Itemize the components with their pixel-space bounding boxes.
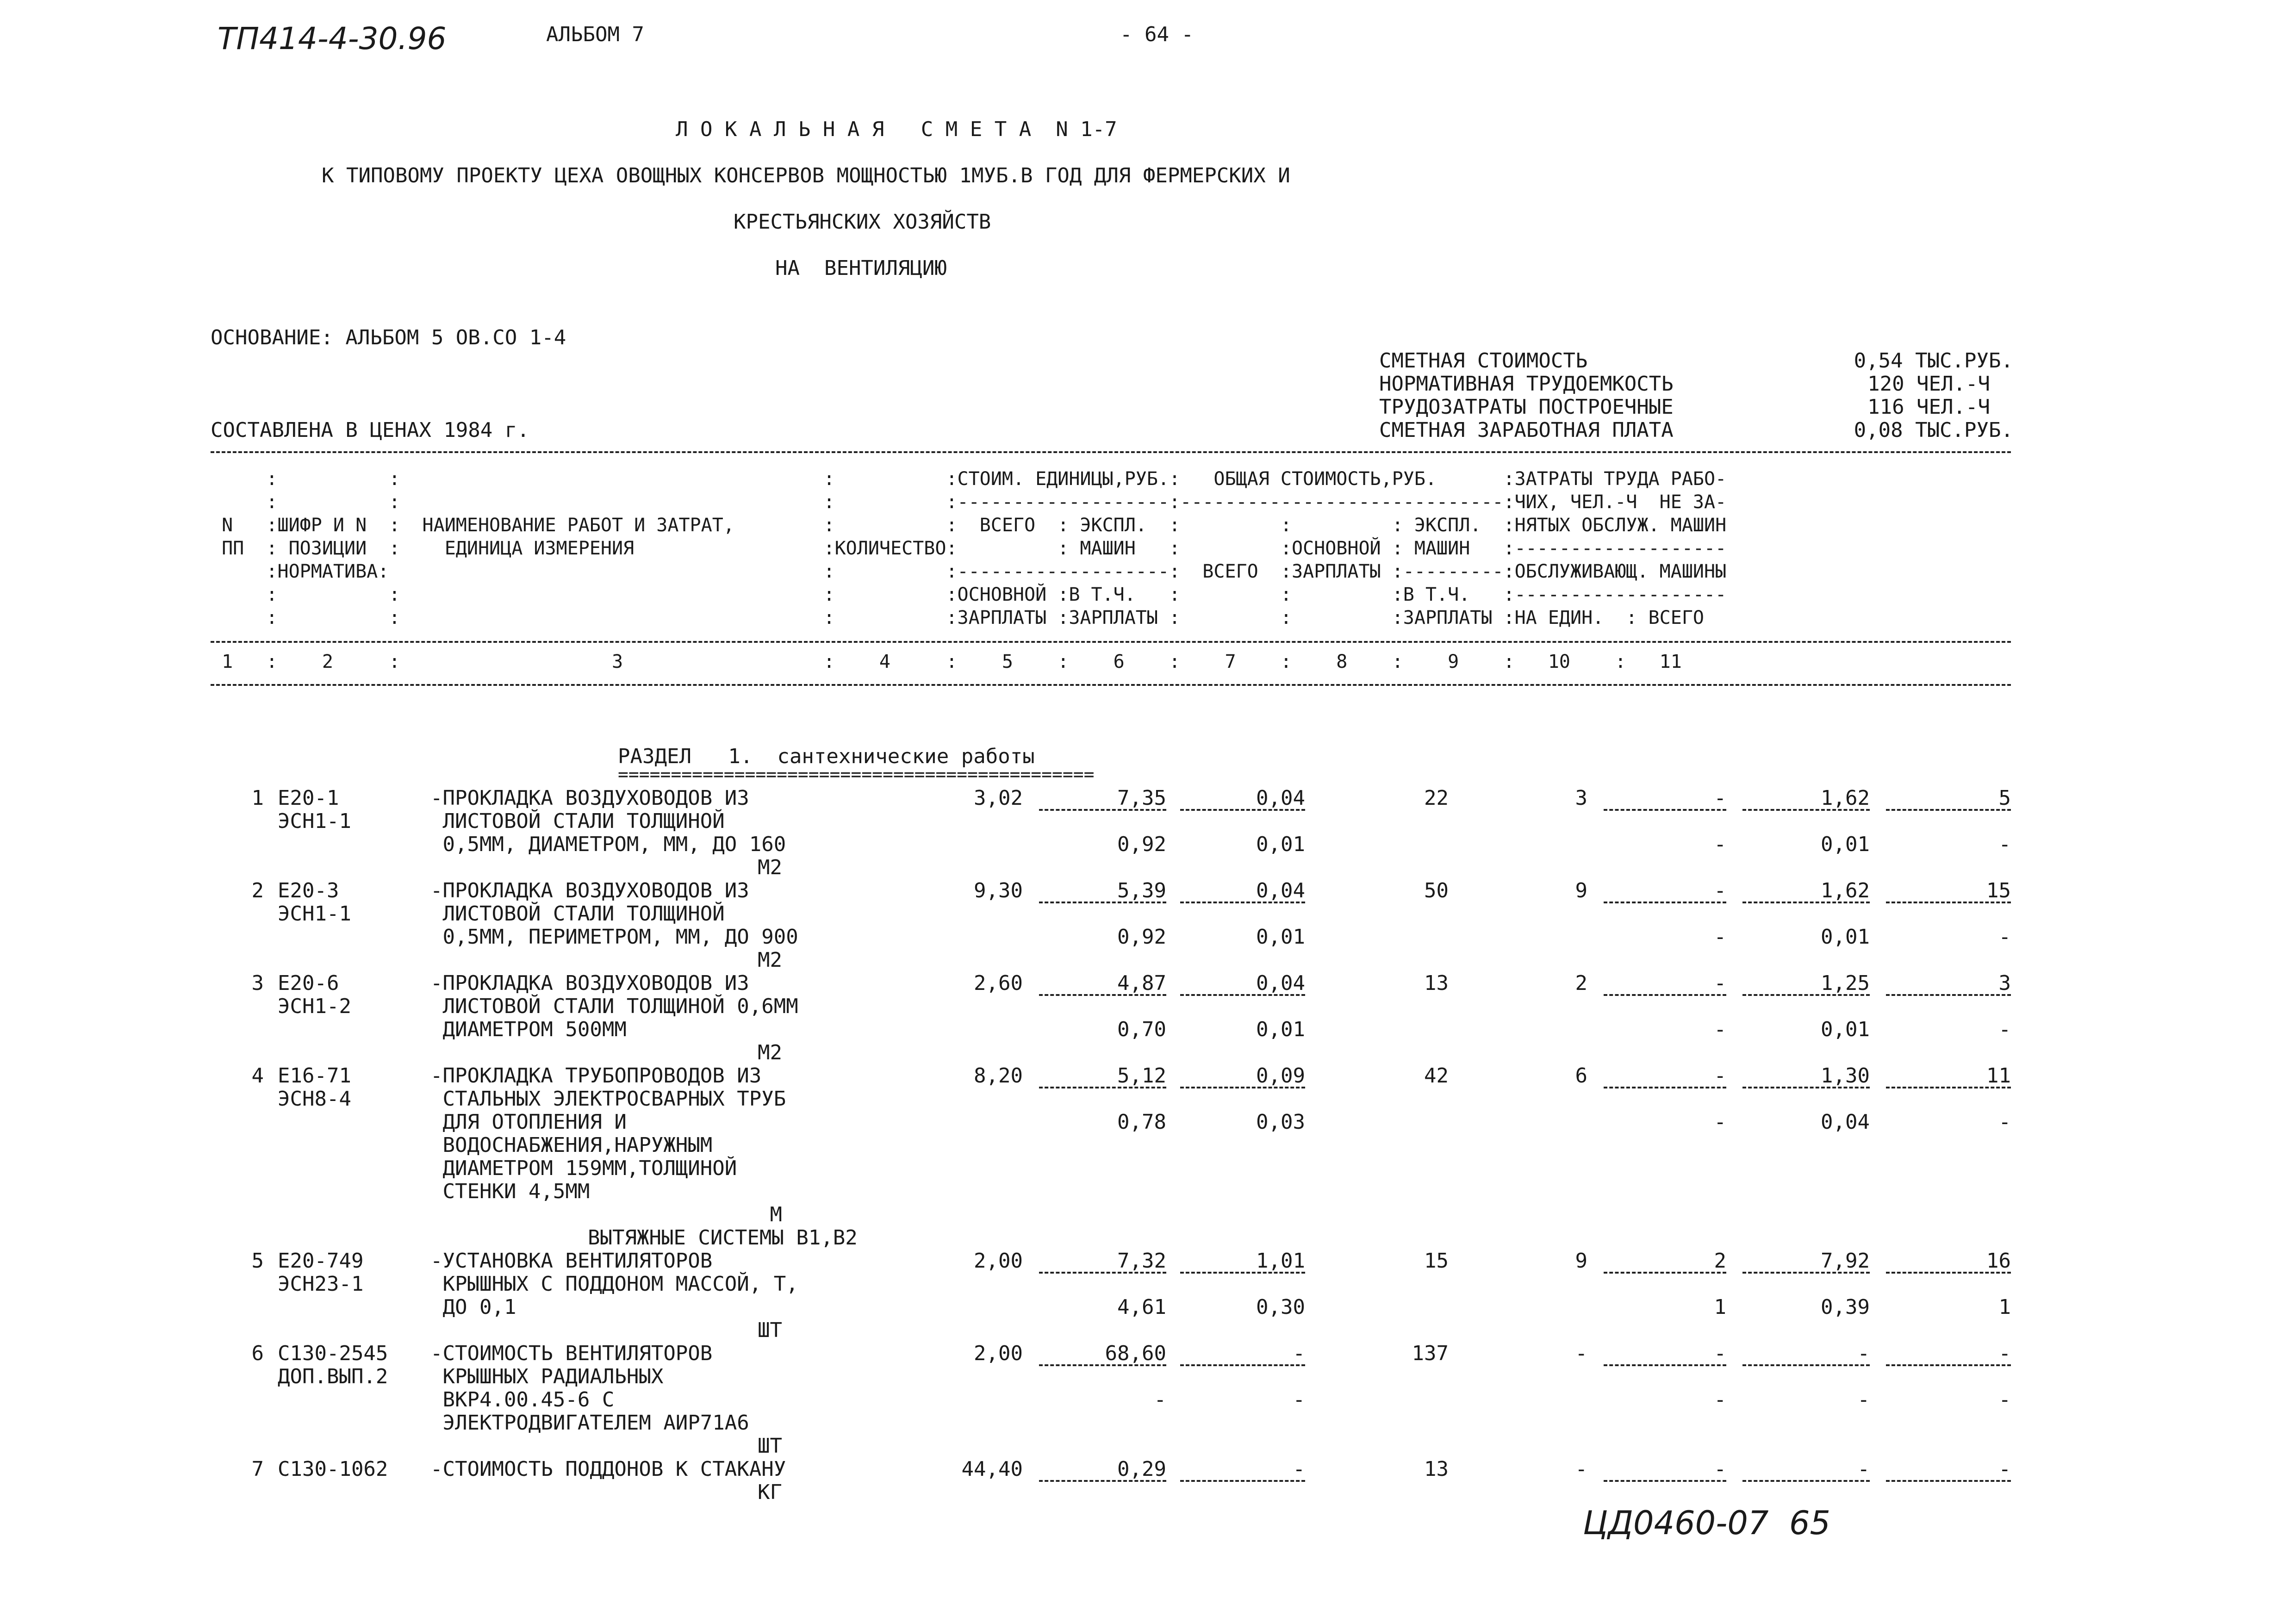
row-divider (1742, 1087, 1870, 1088)
total-machines: - (1714, 1064, 1726, 1088)
row-name-line: ДИАМЕТРОМ 500ММ (430, 1018, 627, 1041)
unit-cost-wage: - (1154, 1388, 1166, 1412)
row-name-line: КРЫШНЫХ РАДИАЛЬНЫХ (430, 1365, 664, 1388)
labor-per-unit: 7,92 (1821, 1249, 1870, 1273)
unit-cost-machines-wage: - (1293, 1388, 1305, 1412)
row-code-secondary: ЭСН1-1 (278, 902, 351, 926)
page-number: - 64 - (1120, 23, 1194, 46)
row-divider (1604, 902, 1726, 903)
row-code-secondary: ЭСН23-1 (278, 1272, 364, 1296)
unit-cost-wage: 0,70 (1117, 1018, 1166, 1041)
machines-wage: - (1714, 1018, 1726, 1041)
album-label: АЛЬБОМ 7 (546, 23, 644, 46)
labor-per-unit: - (1857, 1457, 1870, 1481)
row-name-line: -СТОИМОСТЬ ПОДДОНОВ К СТАКАНУ (430, 1457, 786, 1481)
unit-cost-machines: 0,09 (1256, 1064, 1305, 1088)
summary-value: 0,54 ТЫС.РУБ. (1854, 349, 2013, 373)
table-header-line: :НОРМАТИВА: : :-------------------: ВСЕГО :ЗАРПЛАТЫ :---------:ОБСЛУЖИВАЮЩ. МАШИНЫ (211, 561, 1727, 582)
row-quantity: 2,00 (974, 1249, 1023, 1273)
row-divider (1886, 1087, 2011, 1088)
labor-total: 5 (1998, 786, 2011, 810)
row-divider (1886, 1272, 2011, 1274)
unit-cost-machines: 0,04 (1256, 879, 1305, 902)
total-wage: 9 (1575, 1249, 1587, 1273)
row-divider (1039, 1272, 1166, 1274)
service-labor-total: - (1998, 833, 2011, 856)
header-rule-mid (211, 641, 2011, 643)
unit-cost-total: 7,32 (1117, 1249, 1166, 1273)
estimate-title: Л О К А Л Ь Н А Я С М Е Т А N 1-7 (676, 118, 1117, 141)
unit-cost-machines-wage: 0,01 (1256, 1018, 1305, 1041)
row-divider (1180, 1272, 1305, 1274)
service-labor-per-unit: 0,01 (1821, 1018, 1870, 1041)
row-code-secondary: ЭСН8-4 (278, 1087, 351, 1111)
row-code-secondary: ЭСН1-2 (278, 995, 351, 1018)
unit-cost-total: 5,39 (1117, 879, 1166, 902)
unit-cost-machines: 0,04 (1256, 786, 1305, 810)
total-wage: 6 (1575, 1064, 1587, 1088)
unit-cost-machines-wage: 0,30 (1256, 1295, 1305, 1319)
handwritten-stamp: ЦД0460-07 65 (1583, 1504, 1831, 1542)
row-quantity: 8,20 (974, 1064, 1023, 1088)
estimate-subtitle-3: НА ВЕНТИЛЯЦИЮ (775, 256, 947, 280)
row-unit: ШТ (758, 1434, 782, 1458)
row-name-line: -СТОИМОСТЬ ВЕНТИЛЯТОРОВ (430, 1342, 713, 1365)
service-labor-per-unit: - (1857, 1388, 1870, 1412)
machines-wage: 1 (1714, 1295, 1726, 1319)
header-rule-top (211, 451, 2011, 453)
unit-cost-total: 0,29 (1117, 1457, 1166, 1481)
row-divider (1886, 1480, 2011, 1482)
summary-label: СМЕТНАЯ ЗАРАБОТНАЯ ПЛАТА (1379, 418, 1674, 442)
section-underline: ============================================= (618, 764, 1095, 784)
service-labor-per-unit: 0,39 (1821, 1295, 1870, 1319)
row-name-line: ЭЛЕКТРОДВИГАТЕЛЕМ АИР71А6 (430, 1411, 749, 1435)
row-divider (1742, 994, 1870, 996)
labor-total: 11 (1986, 1064, 2011, 1088)
row-name-line: ЛИСТОВОЙ СТАЛИ ТОЛЩИНОЙ (430, 902, 725, 926)
total-cost: 50 (1424, 879, 1449, 902)
row-divider (1886, 902, 2011, 903)
total-wage: 2 (1575, 971, 1587, 995)
unit-cost-machines: - (1293, 1342, 1305, 1365)
row-divider (1039, 1480, 1166, 1482)
row-divider (1742, 1480, 1870, 1482)
row-name-line: ДЛЯ ОТОПЛЕНИЯ И (430, 1110, 627, 1134)
row-divider (1039, 902, 1166, 903)
row-code: Е20-1 (278, 786, 339, 810)
row-quantity: 9,30 (974, 879, 1023, 902)
service-labor-per-unit: 0,01 (1821, 925, 1870, 949)
row-divider (1742, 1364, 1870, 1366)
row-name-line: КРЫШНЫХ С ПОДДОНОМ МАССОЙ, Т, (430, 1272, 798, 1296)
row-number: 6 (251, 1342, 264, 1365)
row-divider (1180, 1364, 1305, 1366)
basis-text: ОСНОВАНИЕ: АЛЬБОМ 5 ОВ.СО 1-4 (211, 326, 566, 349)
summary-value: 0,08 ТЫС.РУБ. (1854, 418, 2013, 442)
column-numbers (211, 650, 2011, 673)
column-numbers-line: 1 : 2 : 3 : 4 : 5 : 6 : 7 : 8 : 9 : 10 : 11 (211, 651, 1682, 672)
table-header-line: : : : :ОСНОВНОЙ :В Т.Ч. : : :В Т.Ч. :------------------- (211, 584, 1727, 605)
document-code: ТП414-4-30.96 (218, 21, 447, 56)
row-name-line: -ПРОКЛАДКА ВОЗДУХОВОДОВ ИЗ (430, 786, 749, 810)
row-divider (1039, 809, 1166, 811)
unit-cost-machines-wage: 0,01 (1256, 925, 1305, 949)
section-title: РАЗДЕЛ 1. сантехнические работы (618, 745, 1035, 768)
labor-total: - (1998, 1457, 2011, 1481)
summary-label: НОРМАТИВНАЯ ТРУДОЕМКОСТЬ (1379, 372, 1674, 396)
table-header-line: : : : :СТОИМ. ЕДИНИЦЫ,РУБ.: ОБЩАЯ СТОИМОСТЬ,РУБ. :ЗАТРАТЫ ТРУДА РАБО- (211, 468, 1727, 490)
row-divider (1180, 994, 1305, 996)
row-divider (1604, 1087, 1726, 1088)
total-machines: - (1714, 879, 1726, 902)
labor-per-unit: 1,62 (1821, 786, 1870, 810)
total-machines: - (1714, 786, 1726, 810)
total-wage: - (1575, 1342, 1587, 1365)
unit-cost-wage: 0,92 (1117, 833, 1166, 856)
row-code: С130-1062 (278, 1457, 388, 1481)
table-header-line: N :ШИФР И N : НАИМЕНОВАНИЕ РАБОТ И ЗАТРАТ, : : ВСЕГО : ЭКСПЛ. : : : ЭКСПЛ. :НЯТЫХ ОБСЛУЖ. МАШИН (211, 515, 1727, 536)
row-name-line: ДИАМЕТРОМ 159ММ,ТОЛЩИНОЙ (430, 1157, 737, 1180)
row-name-line: -УСТАНОВКА ВЕНТИЛЯТОРОВ (430, 1249, 713, 1273)
unit-cost-machines: - (1293, 1457, 1305, 1481)
row-quantity: 2,60 (974, 971, 1023, 995)
total-wage: - (1575, 1457, 1587, 1481)
estimate-subtitle-1: К ТИПОВОМУ ПРОЕКТУ ЦЕХА ОВОЩНЫХ КОНСЕРВОВ МОЩНОСТЬЮ 1МУБ.В ГОД ДЛЯ ФЕРМЕРСКИХ И (322, 164, 1290, 187)
total-cost: 42 (1424, 1064, 1449, 1088)
machines-wage: - (1714, 1388, 1726, 1412)
prices-text: СОСТАВЛЕНА В ЦЕНАХ 1984 г. (211, 418, 529, 442)
unit-cost-machines-wage: 0,03 (1256, 1110, 1305, 1134)
unit-cost-machines: 0,04 (1256, 971, 1305, 995)
unit-cost-total: 5,12 (1117, 1064, 1166, 1088)
estimate-subtitle-2: КРЕСТЬЯНСКИХ ХОЗЯЙСТВ (734, 210, 991, 234)
row-number: 7 (251, 1457, 264, 1481)
service-labor-per-unit: 0,04 (1821, 1110, 1870, 1134)
row-number: 2 (251, 879, 264, 902)
row-unit: М2 (758, 948, 782, 972)
row-unit: КГ (758, 1480, 782, 1504)
total-machines: - (1714, 971, 1726, 995)
row-name-line: СТЕНКИ 4,5ММ (430, 1180, 590, 1203)
row-code-secondary: ДОП.ВЫП.2 (278, 1365, 388, 1388)
row-name-line: -ПРОКЛАДКА ВОЗДУХОВОДОВ ИЗ (430, 879, 749, 902)
service-labor-total: - (1998, 1018, 2011, 1041)
total-cost: 22 (1424, 786, 1449, 810)
labor-per-unit: - (1857, 1342, 1870, 1365)
row-divider (1742, 809, 1870, 811)
service-labor-total: 1 (1998, 1295, 2011, 1319)
summary-label: ТРУДОЗАТРАТЫ ПОСТРОЕЧНЫЕ (1379, 395, 1674, 419)
row-divider (1742, 1272, 1870, 1274)
labor-per-unit: 1,30 (1821, 1064, 1870, 1088)
summary-label: СМЕТНАЯ СТОИМОСТЬ (1379, 349, 1588, 373)
unit-cost-total: 68,60 (1105, 1342, 1166, 1365)
row-unit: М (770, 1203, 782, 1226)
summary-value: 120 ЧЕЛ.-Ч (1867, 372, 1990, 396)
header-rule-bottom (211, 684, 2011, 686)
row-divider (1039, 1087, 1166, 1088)
service-labor-total: - (1998, 1388, 2011, 1412)
row-name-line: ЛИСТОВОЙ СТАЛИ ТОЛЩИНОЙ 0,6ММ (430, 995, 798, 1018)
unit-cost-machines-wage: 0,01 (1256, 833, 1305, 856)
row-name-line: ВОДОСНАБЖЕНИЯ,НАРУЖНЫМ (430, 1133, 713, 1157)
unit-cost-wage: 0,92 (1117, 925, 1166, 949)
row-divider (1180, 902, 1305, 903)
service-labor-total: - (1998, 925, 2011, 949)
service-labor-total: - (1998, 1110, 2011, 1134)
unit-cost-total: 4,87 (1117, 971, 1166, 995)
total-cost: 13 (1424, 971, 1449, 995)
row-name-line: -ПРОКЛАДКА ВОЗДУХОВОДОВ ИЗ (430, 971, 749, 995)
total-wage: 9 (1575, 879, 1587, 902)
total-machines: - (1714, 1457, 1726, 1481)
row-divider (1604, 1480, 1726, 1482)
unit-cost-machines: 1,01 (1256, 1249, 1305, 1273)
unit-cost-wage: 4,61 (1117, 1295, 1166, 1319)
machines-wage: - (1714, 1110, 1726, 1134)
row-number: 4 (251, 1064, 264, 1088)
row-code: Е16-71 (278, 1064, 351, 1088)
machines-wage: - (1714, 925, 1726, 949)
row-divider (1039, 994, 1166, 996)
row-divider (1742, 902, 1870, 903)
labor-per-unit: 1,62 (1821, 879, 1870, 902)
subsection-heading: ВЫТЯЖНЫЕ СИСТЕМЫ В1,В2 (588, 1226, 858, 1250)
row-name-line: ВКР4.00.45-6 С (430, 1388, 615, 1412)
row-code: Е20-3 (278, 879, 339, 902)
service-labor-per-unit: 0,01 (1821, 833, 1870, 856)
row-divider (1604, 1272, 1726, 1274)
labor-per-unit: 1,25 (1821, 971, 1870, 995)
row-number: 1 (251, 786, 264, 810)
row-divider (1039, 1364, 1166, 1366)
table-header-line: : : : :-------------------:-----------------------------:ЧИХ, ЧЕЛ.-Ч НЕ ЗА- (211, 491, 1727, 513)
row-quantity: 44,40 (961, 1457, 1023, 1481)
total-cost: 137 (1412, 1342, 1449, 1365)
summary-value: 116 ЧЕЛ.-Ч (1867, 395, 1990, 419)
row-name-line: 0,5ММ, ПЕРИМЕТРОМ, ММ, ДО 900 (430, 925, 798, 949)
row-name-line: 0,5ММ, ДИАМЕТРОМ, ММ, ДО 160 (430, 833, 786, 856)
row-divider (1886, 1364, 2011, 1366)
row-divider (1604, 1364, 1726, 1366)
row-code-secondary: ЭСН1-1 (278, 809, 351, 833)
row-name-line: СТАЛЬНЫХ ЭЛЕКТРОСВАРНЫХ ТРУБ (430, 1087, 786, 1111)
row-divider (1180, 809, 1305, 811)
machines-wage: - (1714, 833, 1726, 856)
labor-total: 16 (1986, 1249, 2011, 1273)
labor-total: 3 (1998, 971, 2011, 995)
total-cost: 15 (1424, 1249, 1449, 1273)
table-header (211, 467, 2011, 639)
row-unit: ШТ (758, 1318, 782, 1342)
row-name-line: -ПРОКЛАДКА ТРУБОПРОВОДОВ ИЗ (430, 1064, 762, 1088)
unit-cost-total: 7,35 (1117, 786, 1166, 810)
row-divider (1180, 1480, 1305, 1482)
row-divider (1604, 809, 1726, 811)
row-code: С130-2545 (278, 1342, 388, 1365)
row-code: Е20-749 (278, 1249, 364, 1273)
row-number: 3 (251, 971, 264, 995)
row-name-line: ДО 0,1 (430, 1295, 516, 1319)
table-header-line: ПП : ПОЗИЦИИ : ЕДИНИЦА ИЗМЕРЕНИЯ :КОЛИЧЕСТВО: : МАШИН : :ОСНОВНОЙ : МАШИН :------------------- (211, 538, 1727, 559)
total-wage: 3 (1575, 786, 1587, 810)
total-cost: 13 (1424, 1457, 1449, 1481)
total-machines: - (1714, 1342, 1726, 1365)
labor-total: - (1998, 1342, 2011, 1365)
table-header-line: : : : :ЗАРПЛАТЫ :ЗАРПЛАТЫ : : :ЗАРПЛАТЫ :НА ЕДИН. : ВСЕГО (211, 607, 1704, 628)
row-divider (1604, 994, 1726, 996)
row-unit: М2 (758, 1041, 782, 1064)
row-code: Е20-6 (278, 971, 339, 995)
row-name-line: ЛИСТОВОЙ СТАЛИ ТОЛЩИНОЙ (430, 809, 725, 833)
unit-cost-wage: 0,78 (1117, 1110, 1166, 1134)
row-number: 5 (251, 1249, 264, 1273)
row-quantity: 3,02 (974, 786, 1023, 810)
row-divider (1886, 994, 2011, 996)
row-unit: М2 (758, 856, 782, 879)
labor-total: 15 (1986, 879, 2011, 902)
total-machines: 2 (1714, 1249, 1726, 1273)
row-divider (1886, 809, 2011, 811)
row-quantity: 2,00 (974, 1342, 1023, 1365)
row-divider (1180, 1087, 1305, 1088)
